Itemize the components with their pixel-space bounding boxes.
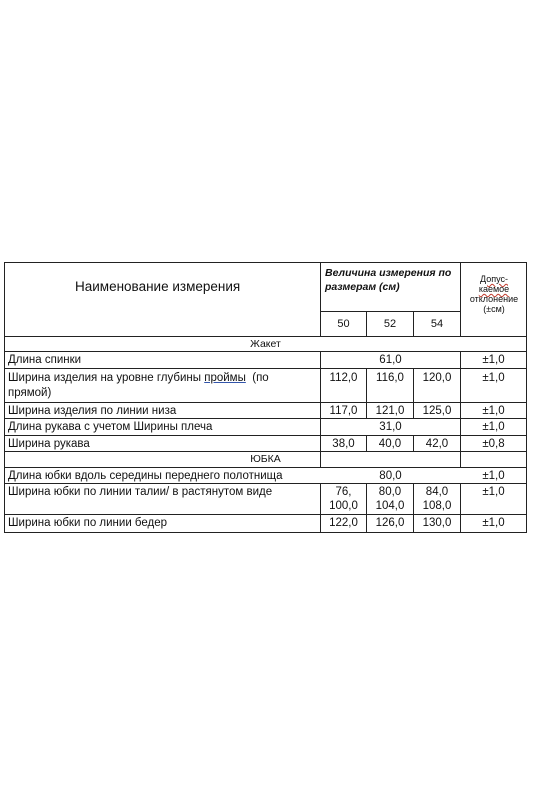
row-tolerance: ±1,0 [482,421,505,433]
row-value: 61,0 [379,354,402,366]
row-tolerance: ±1,0 [482,354,505,366]
row-value: 125,0 [422,405,452,417]
row-value: 42,0 [425,438,449,450]
row-value: 38,0 [332,438,355,450]
row-name-underlined: проймы [204,372,246,384]
row-name: Ширина юбки по линии бедер [8,517,168,529]
tolerance-line-1: Допус- [480,274,508,284]
size-50: 50 [337,318,350,330]
row-name: Ширина рукава [8,438,90,450]
header-name-col: Наименование измерения [75,279,241,294]
grid-line [5,351,526,352]
row-value: 130,0 [422,517,452,529]
row-name-part: Ширина изделия на уровне глубины [8,372,205,384]
size-table [4,262,527,533]
row-value: 80,0 [379,470,402,482]
tolerance-line-4: (±см) [483,304,505,314]
grid-line [5,467,526,468]
row-tolerance: ±1,0 [482,372,505,384]
row-value: 80,0 [378,486,402,498]
grid-line [5,368,526,369]
grid-line [5,402,526,403]
row-tolerance: ±0,8 [482,438,505,450]
row-name [8,371,269,385]
row-value-line2: 108,0 [422,500,452,512]
size-54: 54 [430,318,444,330]
grid-line [5,418,526,419]
size-52: 52 [383,318,397,330]
row-tolerance: ±1,0 [482,470,505,482]
grid-line [460,263,461,336]
row-value: 76, [335,486,352,498]
row-name-line2: прямой) [8,387,52,399]
row-tolerance: ±1,0 [482,486,505,498]
grid-line [320,311,460,312]
row-name-part: (по [245,372,269,384]
tolerance-line-3: отклонение [469,294,519,304]
section-jacket: Жакет [250,338,281,350]
row-value: 117,0 [329,405,358,417]
tolerance-line-2: каемое [478,284,510,294]
row-name: Ширина юбки по линии талии/ в растянутом виде [8,486,273,498]
row-name: Длина спинки [8,354,82,366]
grid-line [5,514,526,515]
row-value: 31,0 [379,421,402,433]
row-name: Длина юбки вдоль середины переднего полотнища [8,470,283,482]
row-value: 40,0 [378,438,402,450]
row-tolerance: ±1,0 [482,517,505,529]
row-name: Длина рукава с учетом Ширины плеча [8,421,213,433]
grid-line [5,435,526,436]
header-tolerance [462,274,526,314]
row-value-line2: 100,0 [329,500,358,512]
header-size-group: Величина измерения по размерам (см) [325,267,452,293]
row-value: 116,0 [376,372,404,384]
row-value: 120,0 [422,372,452,384]
row-value: 84,0 [425,486,449,498]
row-value: 121,0 [375,405,405,417]
row-tolerance: ±1,0 [482,405,505,417]
grid-line [5,483,526,484]
row-name: Ширина изделия по линии низа [8,405,177,417]
row-value: 126,0 [375,517,405,529]
row-value-line2: 104,0 [375,500,405,512]
row-value: 122,0 [329,517,358,529]
row-value: 112,0 [329,372,358,384]
section-skirt: ЮБКА [250,453,281,465]
